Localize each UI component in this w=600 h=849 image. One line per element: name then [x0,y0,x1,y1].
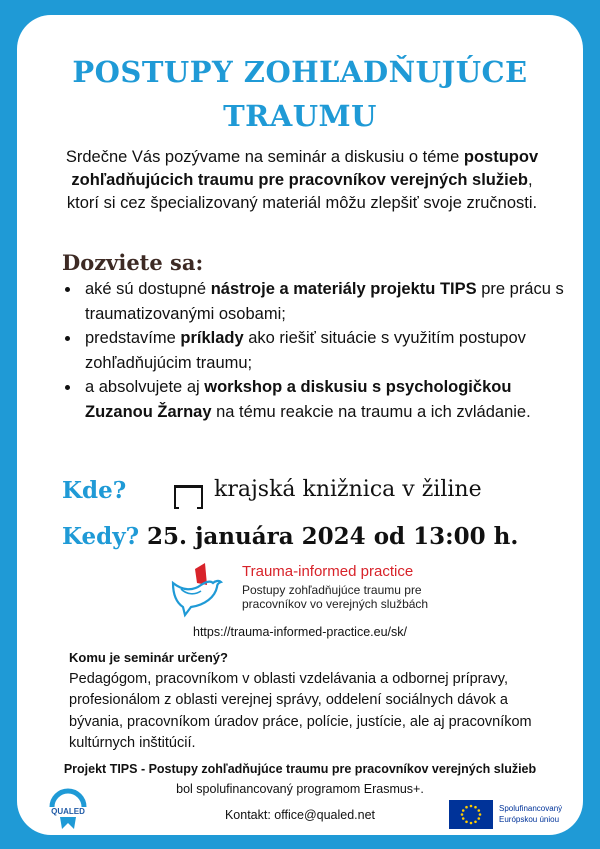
page-title-line2: TRAUMU [223,99,377,133]
learn-list [55,277,581,424]
where-label: Kde? [62,477,127,504]
audience-text: Pedagógom, pracovníkom v oblasti vzdelávania a odbornej prípravy, profesionálom z oblasti verejnej správy, oddelení sociálnych dávok a bývania, pracovníkom úradov práce, polície, justície, ale aj pracovníkom kultúrnych inštitúcií. [69,670,532,751]
audience-question: Komu je seminár určený? [69,650,228,665]
list-item: • aké sú dostupné nástroje a materiály projektu TIPS pre prácu s traumatizovanými osobami; [81,277,581,326]
dove-icon [167,561,239,619]
logo-subtitle-line2: pracovníkov vo verejných službách [242,597,429,611]
poster-card [17,15,583,835]
logo-subtitle: Postupy zohľadňujúce traumu pre [242,583,422,597]
learn-heading: Dozviete sa: [62,250,204,275]
page-title: POSTUPY ZOHĽADŇUJÚCE [72,55,528,89]
project-note: Projekt TIPS - Postupy zohľadňujúce traumu pre pracovníkov verejných služieb bol spolufinancovaný programom Erasmus+. [63,762,537,796]
website-link[interactable]: https://trauma-informed-practice.eu/sk/ [193,625,407,639]
when-row [62,523,518,550]
where-value: krajská knižnica v žiline [214,477,482,502]
eu-flag-icon [449,800,493,829]
when-label: Kedy? [62,523,140,550]
eu-label: Spolufinancovaný Európskou úniou [499,804,563,824]
audience-section [69,647,549,755]
list-item: • predstavíme príklady ako riešiť situácie s využitím postupov zohľadňujúcim traumu; [81,326,581,375]
project-logo [167,561,457,621]
book-icon [174,485,203,509]
intro-paragraph: Srdečne Vás pozývame na seminár a diskusiu o téme postupov zohľadňujúcich traumu pre pracovníkov verejných služieb, ktorí si cez špecializovaný materiál môžu zlepšiť svoje zručnosti. [65,148,539,212]
contact-email[interactable]: Kontakt: office@qualed.net [224,808,376,822]
intro-topic: postupov zohľadňujúcich traumu pre pracovníkov verejných služieb [71,148,539,189]
logo-name: Trauma-informed practice [242,563,414,580]
svg-text:QUALED: QUALED [51,807,85,816]
list-item: • a absolvujete aj workshop a diskusiu s psychologičkou Zuzanou Žarnay na tému reakcie na traumu a ich zvládanie. [81,375,581,424]
eu-cofunded-badge [449,800,579,830]
when-value: 25. januára 2024 od 13:00 h. [147,523,519,550]
